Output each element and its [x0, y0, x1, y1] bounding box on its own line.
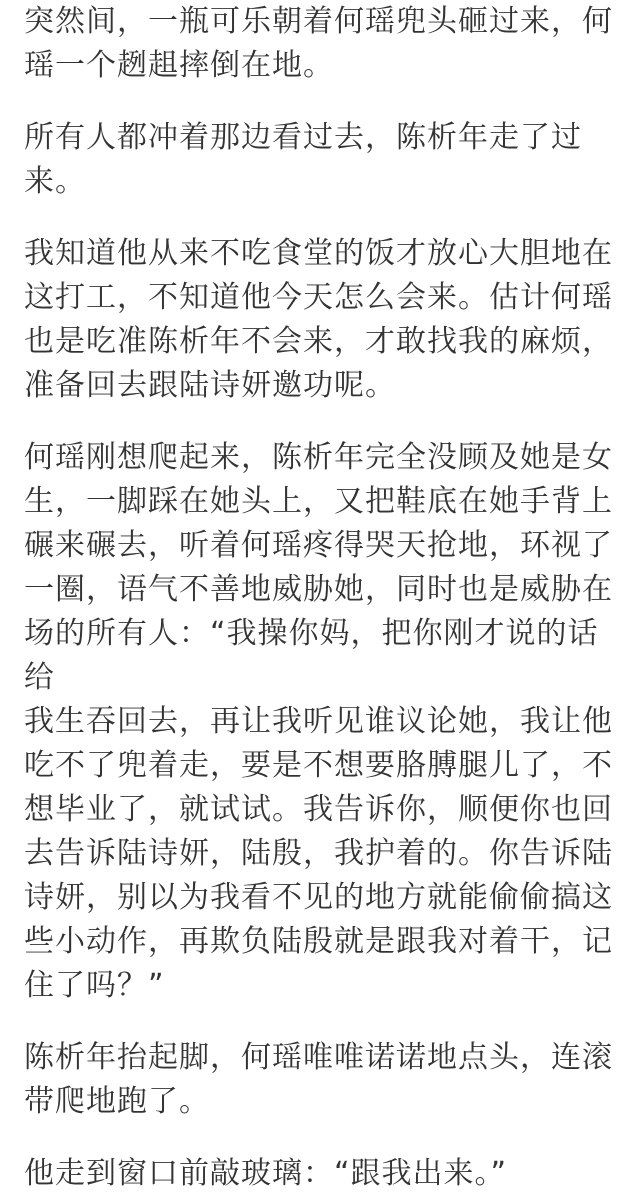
- paragraph-2: 所有人都冲着那边看过去，陈析年走了过 来。: [24, 120, 582, 199]
- paragraph-6: 他走到窗口前敲玻璃：“跟我出来。”: [24, 1156, 508, 1191]
- paragraph-4: 何瑶刚想爬起来，陈析年完全没顾及她是女 生，一脚踩在她头上，又把鞋底在她手背上 碾来碾去，听着何瑶疼得哭天抢地，环视了 一圈，语气不善地威胁她，同时也是威胁在 场的所有人：“我操你妈，把你刚才说的话给 我生吞回去，再让我听见谁议论她，我让他 吃不了兜着走，要是不想要胳膊腿儿了，不 想毕业了，就试试。我告诉你，顺便你也回 去告诉陆诗妍，陆殷，我护着的。你告诉陆 诗妍，别以为我看不见的地方就能偷偷搞这 些小动作，再欺负陆殷就是跟我对着干，记 住了吗？”: [24, 440, 613, 1003]
- paragraph-3: 我知道他从来不吃食堂的饭才放心大胆地在 这打工，不知道他今天怎么会来。估计何瑶 也是吃准陈析年不会来，才敢找我的麻烦， 准备回去跟陆诗妍邀功呢。: [24, 236, 613, 403]
- article-body: [24, 0, 620, 1196]
- paragraph-spacer: [24, 88, 620, 116]
- paragraph-spacer: [24, 204, 620, 232]
- paragraph-spacer: [24, 1008, 620, 1036]
- paragraph-5: 陈析年抬起脚，何瑶唯唯诺诺地点头，连滚 带爬地跑了。: [24, 1040, 613, 1119]
- paragraph-1: 突然间，一瓶可乐朝着何瑶兜头砸过来，何 瑶一个趔趄摔倒在地。: [24, 4, 613, 83]
- paragraph-spacer: [24, 408, 620, 436]
- paragraph-spacer: [24, 1124, 620, 1152]
